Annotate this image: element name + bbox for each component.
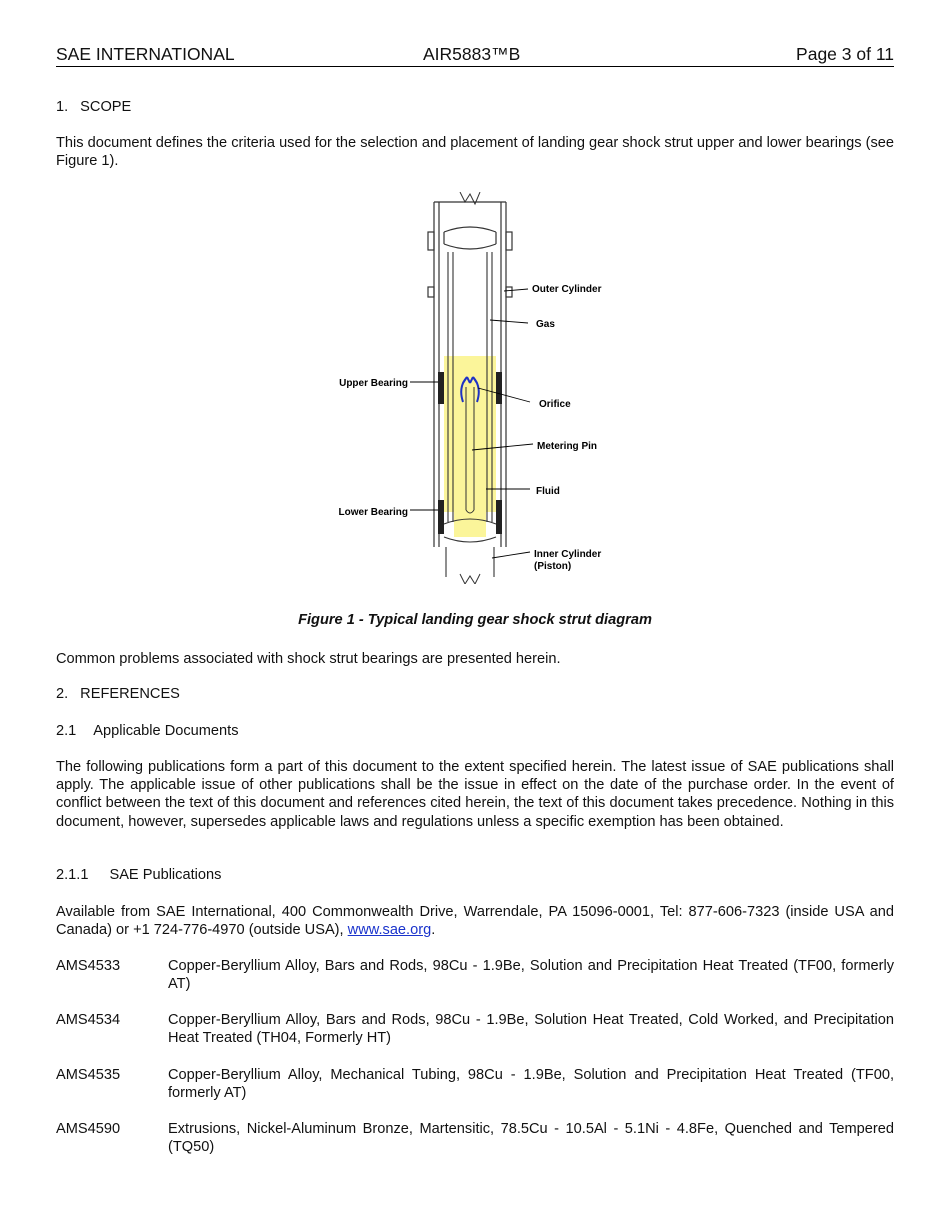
label-metering-pin: Metering Pin: [537, 441, 598, 452]
section-title: Applicable Documents: [93, 723, 239, 739]
label-orifice: Orifice: [539, 399, 571, 410]
common-problems-paragraph: Common problems associated with shock strut bearings are presented herein.: [56, 651, 561, 667]
reference-description: Extrusions, Nickel-Aluminum Bronze, Martensitic, 78.5Cu - 10.5Al - 5.1Ni - 4.8Fe, Quenched and Tempered (TQ50): [168, 1121, 894, 1156]
label-fluid: Fluid: [536, 486, 560, 497]
availability-suffix: .: [431, 922, 436, 939]
section-number: 2.1: [56, 723, 77, 739]
lower-bearing-left: [438, 500, 444, 534]
applicable-documents-paragraph: The following publications form a part of this document to the extent specified herein. The latest issue of SAE publications shall apply. The applicable issue of other publications shall be the issue in effect on the date of the purchase order. In the event of conflict between the text of this document and references cited herein, the text of this document takes precedence. Nothing in this document, however, supersedes applicable laws and regulations unless a specific exemption has been obtained.: [56, 759, 894, 830]
label-piston: (Piston): [534, 561, 572, 572]
label-upper-bearing: Upper Bearing: [339, 378, 408, 389]
label-outer-cylinder: Outer Cylinder: [532, 284, 602, 295]
reference-code: AMS4590: [56, 1121, 121, 1137]
page-header: [56, 44, 894, 67]
section-number: 1.: [56, 99, 69, 115]
section-number: 2.1.1: [56, 867, 89, 883]
label-gas: Gas: [536, 319, 555, 330]
reference-code: AMS4535: [56, 1067, 121, 1083]
header-organization: SAE INTERNATIONAL: [56, 44, 235, 64]
reference-description: Copper-Beryllium Alloy, Bars and Rods, 98Cu - 1.9Be, Solution Heat Treated, Cold Worked, and Precipitation Heat Treated (TH04, Formerly HT): [168, 1012, 894, 1047]
section-2-1-heading: [56, 722, 239, 740]
section-2-1-1-heading: [56, 866, 221, 884]
reference-description: Copper-Beryllium Alloy, Bars and Rods, 98Cu - 1.9Be, Solution and Precipitation Heat Treated (TF00, formerly AT): [168, 958, 894, 993]
availability-text: Available from SAE International, 400 Commonwealth Drive, Warrendale, PA 15096-0001, Tel: 877-606-7323 (inside USA and Canada) or +1 724-776-4970 (outside USA),: [56, 904, 894, 939]
upper-bearing-right: [496, 372, 502, 404]
figure-caption: Figure 1 - Typical landing gear shock strut diagram: [298, 612, 652, 628]
reference-code: AMS4534: [56, 1012, 121, 1028]
section-title: SCOPE: [80, 99, 132, 115]
label-lower-bearing: Lower Bearing: [338, 507, 408, 518]
header-page-number: Page 3 of 11: [796, 44, 894, 64]
sae-website-link[interactable]: www.sae.org: [347, 922, 432, 939]
scope-paragraph: This document defines the criteria used for the selection and placement of landing gear shock strut upper and lower bearings (see Figure 1).: [56, 135, 895, 170]
section-2-heading: [56, 685, 180, 703]
reference-description: Copper-Beryllium Alloy, Mechanical Tubing, 98Cu - 1.9Be, Solution and Precipitation Heat Treated (TF00, formerly AT): [168, 1067, 894, 1102]
label-inner-cylinder: Inner Cylinder: [534, 549, 602, 560]
section-1-heading: [56, 98, 131, 116]
break-mark-bottom: [460, 574, 480, 584]
section-title: REFERENCES: [80, 686, 180, 702]
shock-strut-diagram: [320, 192, 620, 584]
section-number: 2.: [56, 686, 69, 702]
section-title: SAE Publications: [109, 867, 222, 883]
upper-bearing-left: [438, 372, 444, 404]
reference-code: AMS4533: [56, 958, 121, 974]
availability-paragraph: [56, 903, 894, 939]
header-document-number: AIR5883™B: [423, 44, 521, 64]
lower-bearing-right: [496, 500, 502, 534]
fluid-region: [444, 356, 496, 537]
